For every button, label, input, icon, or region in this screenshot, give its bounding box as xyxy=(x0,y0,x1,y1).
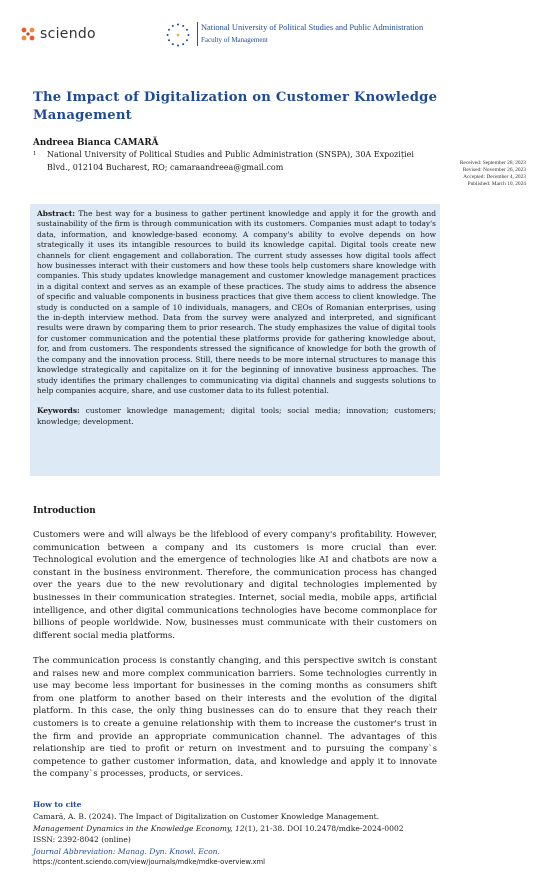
university-text-block xyxy=(197,22,423,46)
citation-journal: Management Dynamics in the Knowledge Economy, 12 xyxy=(33,823,245,833)
introduction-paragraph-2: The communication process is constantly changing, and this perspective switch is constant and raises new and more complex communication barriers. Some technologies currently in use may become less important for businesses in the coming months as consumers shift from one platform to another based on their interests and the evolution of the digital platform. In this case, the only thing businesses can do to ensure that they reach their customers is to create a genuine relationship with them to increase the customer's trust in the firm and provide an appropriate communication channel. The advantages of this relationship are tied to profit or return on investment and to pursuing the company`s competence to gather customer information, data, and knowledge and apply it to innovate the company`s processes, products, or services. xyxy=(33,656,437,780)
citation-issn: ISSN: 2392-8042 (online) xyxy=(33,835,131,845)
abstract-text: The best way for a business to gather pertinent knowledge and apply it for the growth and sustainability of the firm is through communication with its customers. Companies must adapt to today's data, information, and knowledge-based economy. A company's ability to evolve depends on how strategically it uses its intangible resources to build its knowledge capital. Digital tools create new channels for client engagement and collaboration. The current study assesses how digital tools affect how businesses interact with their customers and how these tools help customers share knowledge with companies. This study updates knowledge management and customer knowledge management practices in a digital context and serves as an example of these practices. The study aims to address the absence of specific and valuable components in business practices that give them access to client knowledge. The study is conducted on a sample of 10 individuals, managers, and CEOs of Romanian enterprises, using the in-depth interview method. Data from the survey were analyzed and interpreted, and significant results were drawn by comparing them to prior research. The study emphasizes the value of digital tools for customer communication and the potential these platforms provide for gathering knowledge about, for, and from customers. The respondents stressed the significance of knowledge for both the growth of the company and the innovation process. Still, there needs to be more internal structures to manage this knowledge strategically and capitalize on it for the beginning of innovative business approaches. The study identifies the primary challenges to communicating via digital channels and suggests solutions to help companies acquire, share, and use customer data to its fullest potential. xyxy=(37,209,436,395)
how-to-cite-heading: How to cite xyxy=(33,800,82,809)
citation-journal-line xyxy=(33,823,437,835)
introduction-heading: Introduction xyxy=(33,506,96,516)
sciendo-logo xyxy=(20,26,96,42)
university-logo xyxy=(165,22,423,48)
date-accepted: Accepted: December 4, 2023 xyxy=(463,173,526,180)
citation-issue-pages: (1), 21-38. DOI 10.2478/mdke-2024-0002 xyxy=(244,823,404,833)
introduction-paragraph-1: Customers were and will always be the lifeblood of every company's profitability. However, communication between a company and its customers is more crucial than ever. Technological evolution and the emergence of technologies like AI and chatbots are now a constant in the business environment. Therefore, the communication process has changed over the years due to the new revolutionary and digital technologies implemented by businesses in their communication strategies. Internet, social media, mobile apps, artificial intelligence, and other digital communications technologies have become commonplace for billions of people worldwide. Now, businesses must communicate with their customers on different social media platforms. xyxy=(33,530,437,641)
citation-block xyxy=(33,811,437,869)
sciendo-brand-text: sciendo xyxy=(40,26,96,42)
faculty-name: Faculty of Management xyxy=(201,36,268,44)
journal-url-link[interactable]: https://content.sciendo.com/view/journals/mdke/mdke-overview.xml xyxy=(33,858,266,867)
date-published: Published: March 10, 2024 xyxy=(467,180,526,187)
citation-line: Camară, A. B. (2024). The Impact of Digitalization on Customer Knowledge Management. xyxy=(33,812,380,821)
keywords xyxy=(37,406,436,427)
keywords-label: Keywords: xyxy=(37,406,80,416)
university-name: National University of Political Studies and Public Administration xyxy=(201,23,424,32)
author-name: Andreea Bianca CAMARĂ xyxy=(33,138,159,148)
date-received: Received: September 28, 2023 xyxy=(459,160,526,166)
abstract-label: Abstract: xyxy=(37,209,76,218)
date-revised: Revised: November 26, 2023 xyxy=(462,166,526,173)
keywords-text: customer knowledge management; digital tools; social media; innovation; customers; knowledge; development. xyxy=(37,406,436,426)
affiliation-superscript: 1 xyxy=(33,151,37,157)
abstract-box xyxy=(30,204,440,476)
abstract xyxy=(37,209,436,396)
author-affiliation: National University of Political Studies and Public Administration (SNSPA), 30A Expoziției Blvd., 012104 Bucharest, RO; camaraandreea@gmail.com xyxy=(47,150,414,172)
paper-title: The Impact of Digitalization on Customer Knowledge Management xyxy=(33,90,438,123)
sciendo-logo-icon xyxy=(20,26,36,42)
journal-abbreviation: Journal Abbreviation: Manag. Dyn. Knowl. Econ. xyxy=(33,846,220,856)
submission-dates xyxy=(460,160,526,188)
university-star-circle-icon xyxy=(165,22,191,48)
